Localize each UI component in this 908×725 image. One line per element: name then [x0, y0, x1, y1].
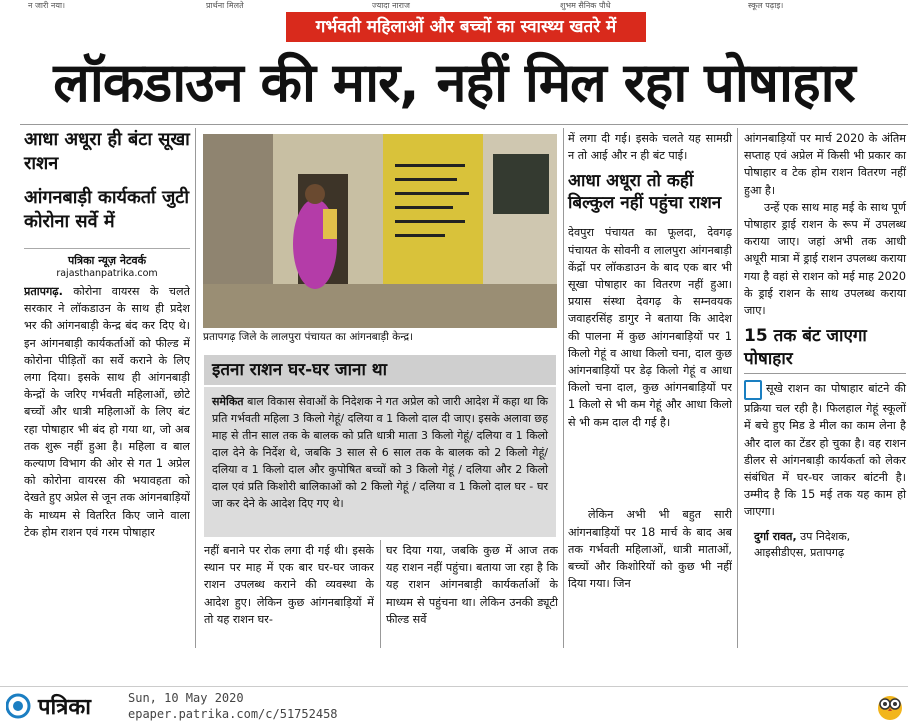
box-lead: समेकित	[212, 395, 244, 408]
column-divider	[195, 128, 196, 648]
footer-date: Sun, 10 May 2020	[128, 691, 244, 705]
column-divider	[737, 128, 738, 648]
strip-text: ज्यादा नाराज	[372, 1, 410, 10]
footer	[0, 686, 908, 725]
box-title: इतना राशन घर-घर जाना था	[204, 355, 556, 385]
subhead-distribution: 15 तक बंट जाएगा पोषाहार	[744, 325, 906, 374]
column-divider	[563, 128, 564, 648]
body-text: कोरोना वायरस के चलते सरकार ने लॉकडाउन के साथ ही प्रदेश भर की आंगनबाड़ी केन्द्र बंद कर दिए थे। इन आंगनबाड़ी कार्यकर्ताओं को फील्ड में कोरोना पीड़ितों का सर्वे कराने के लिए लगा दिया। इसके साथ ही आंगनबाड़ी केन्द्रों के जरिए गर्भवती महिलाओं, छोटे बच्चों और धात्री महिलाओं के लिए बंट रहा पोषाहार भी बंद हो गया था, जो अब तक शुरू नहीं हुआ है। महिला व बाल कल्याण विभाग की ओर से गत 1 अप्रेल को कोरोना वायरस की भयावहता को देखते हुए अप्रेल से जून तक आंगनबाड़ियों के माध्यम से वितरित किए जाने वाला टेक होम राशन एवं गरम पोषाहार	[24, 285, 190, 539]
subhead-survey: आंगनबाड़ी कार्यकर्ता जुटी कोरोना सर्वे में	[24, 187, 190, 232]
dateline: प्रतापगढ़.	[24, 285, 63, 298]
third-column	[568, 130, 732, 596]
strip-text: शुभम सैनिक पौधे	[560, 1, 611, 10]
byline-site: rajasthanpatrika.com	[56, 268, 158, 279]
article-body: घर दिया गया, जबकि कुछ में आज तक यह राशन नहीं पहुंचा। बताया जा रहा है कि यह राशन आंगनबाड़ी कार्यकर्ताओं के माध्यम से पहुंचना था। लेकिन उनकी ड्यूटी फील्ड सर्वे	[386, 544, 558, 626]
signer-name: दुर्गा रावत,	[754, 529, 797, 543]
quote-text	[744, 380, 906, 520]
patrika-brand: पत्रिका	[38, 695, 91, 720]
quote-icon	[744, 380, 762, 400]
ration-info-box	[204, 387, 556, 537]
body-text: में लगा दी गई। इसके चलते यह सामग्री न तो आई और न ही बंट पाई।	[568, 132, 732, 163]
body-text: आंगनबाड़ियों पर मार्च 2020 के अंतिम सप्ताह एवं अप्रेल में किसी भी प्रकार का पोषाहार व टेक होम राशन वितरण नहीं हुआ है।	[744, 132, 906, 197]
article-body: नहीं बनाने पर रोक लगा दी गई थी। इसके स्थान पर माह में एक बार घर-घर जाकर राशन उपलब्ध कराने की व्यवस्था के आदेश हुए। लेकिन कुछ आंगनबाड़ियों में तो यह राशन घर-	[204, 544, 374, 626]
body-text: उन्हें एक साथ माह मई के साथ पूर्ण पोषाहार ड्राई राशन के रूप में उपलब्ध कराया जाए। जहां अभी तक आधी अधूरी मात्रा में ड्राई राशन उपलब्ध कराया गया है वहां से राशन को मई माह 2020 के ड्राई राशन के साथ उपलब्ध कराया जाए।	[744, 200, 906, 318]
patrika-logo-icon	[6, 693, 34, 719]
strip-text: न जारी नया।	[28, 1, 66, 10]
left-column	[24, 128, 190, 619]
fourth-column	[744, 130, 906, 561]
quote-body: सूखे राशन का पोषाहार बांटने की प्रक्रिया चल रही है। फिलहाल गेहूं स्कूलों में बचे हुए मिड डे मील का काम लेना है और दाल का टेंडर हो चुका है। वह राशन डीलर से आंगनबाड़ी कार्यकर्ता को लेकर संबंधित में घर-घर जाकर बांटनी है। उम्मीद है कि 15 मई तक यह काम हो जाएगा।	[744, 382, 906, 519]
signer-title: उप निदेशक, आइसीडीएस, प्रतापगढ़	[754, 529, 851, 559]
kicker-banner: गर्भवती महिलाओं और बच्चों का स्वास्थ्य खतरे में	[286, 12, 646, 42]
box-text: बाल विकास सेवाओं के निदेशक ने गत अप्रेल को जारी आदेश में कहा था कि प्रति गर्भवती महिला 3 किलो गेहूं/ दलिया व 1 किलो दाल दी जाए। इसके अलावा छह माह से तीन साल तक के बालक को प्रति धात्री माता 3 किलो गेहूं/ दलिया व 1 किलो दाल देने के निर्देश थे, जबकि 3 साल से 6 साल तक के बालक को 2 किलो गेहूं/ दलिया व 1 किलो दाल और कुपोषित बच्चों को 3 किलो गेहूं / दलिया और 2 किलो दाल एवं प्रति किशोरी बालिकाओं को 2 किलो गेहूं / दलिया व 1 किलो दाल घर - घर जा कर देने के आदेश दिए गए थे।	[212, 395, 548, 510]
strip-text: स्कूल पढ़ाइ।	[748, 1, 784, 10]
body-text: लेकिन अभी भी बहुत सारी आंगनबाड़ियों पर 18 मार्च के बाद अब तक गर्भवती महिलाओं, धात्री माताओं, बच्चों और किशोरियों को कुछ भी नहीं दिया गया। जिन	[568, 508, 732, 591]
signature	[744, 529, 906, 561]
divider	[20, 124, 908, 125]
photo-caption: प्रतापगढ़ जिले के लालपुरा पंचायत का आंगनबाड़ी केन्द्र।	[203, 331, 414, 343]
owl-mascot-icon	[876, 691, 904, 721]
strip-text: प्रार्थना मिलते	[206, 1, 244, 10]
article-body	[24, 283, 190, 619]
byline: पत्रिका न्यूज़ नेटवर्क	[67, 254, 147, 267]
subhead-ration-missing: आधा अधूरा तो कहीं बिल्कुल नहीं पहुंचा राशन	[568, 171, 722, 214]
anganwadi-photo	[203, 134, 557, 328]
footer-url[interactable]: epaper.patrika.com/c/51752458	[128, 707, 338, 721]
body-text: देवपुरा पंचायत का फूलदा, देवगढ़ पंचायत के सोवनी व लालपुरा आंगनबाड़ी केंद्रों पर लॉकडाउन के बाद एक बार भी सूखा पोषाहार का वितरण नहीं हुआ। प्रयास संस्था देवगढ़ के सम्नवयक जवाहरसिंह डागुर ने बताया कि आदेश की पालना में कुछ आंगनबाड़ियों पर 1 किलो गेहूं व आधा किलो चना, दाल कुछ आंगनबाड़ियों पर डेढ़ किलो गेहूं व आधा किलो चना दाल, कुछ आंगनबाड़ियों पर 1 किलो से भी कम गेहूं और आधा किलो से भी कम दाल दी गई है।	[568, 226, 732, 429]
subhead-ration: आधा अधूरा ही बंटा सूखा राशन	[24, 129, 190, 174]
column-divider	[380, 540, 381, 648]
headline: लॉकडाउन की मार, नहीं मिल रहा पोषाहार	[53, 51, 855, 114]
